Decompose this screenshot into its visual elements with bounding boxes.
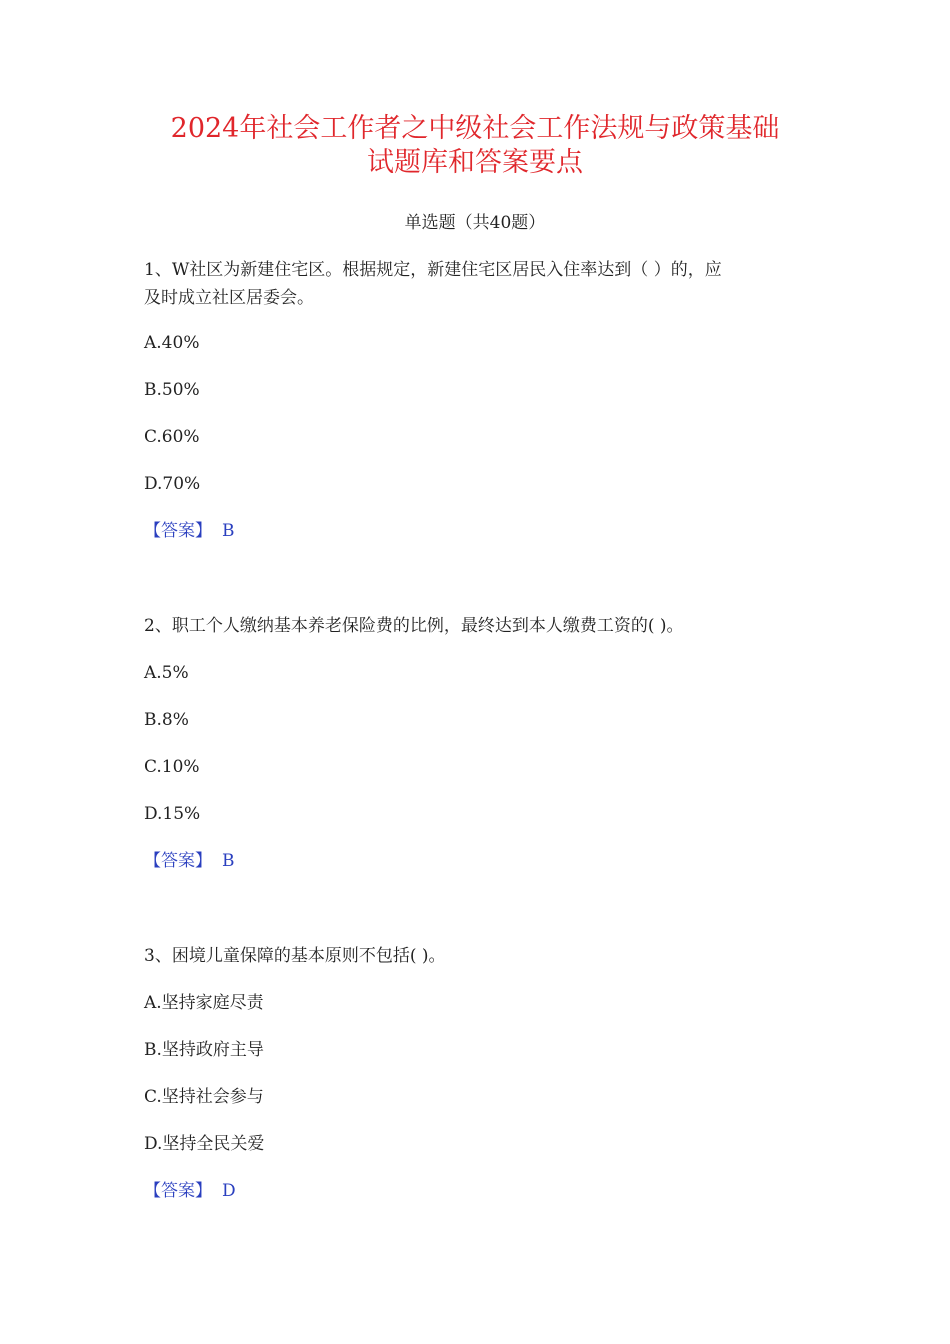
question-2-option-b: B.8% [144,710,189,730]
answer-label: 【答案】 [144,851,212,871]
document-title-line-2: 试题库和答案要点 [367,147,583,178]
question-1-answer [144,519,235,543]
answer-label: 【答案】 [144,1181,212,1201]
question-1-option-a: A.40% [144,333,200,353]
question-3-stem-line-1: 3、困境儿童保障的基本原则不包括( )。 [144,946,446,966]
question-2-option-c: C.10% [144,757,200,777]
question-3-option-c: C.坚持社会参与 [144,1087,264,1107]
section-heading: 单选题（共40题） [404,213,546,233]
question-1-option-b: B.50% [144,380,200,400]
question-3-option-a: A.坚持家庭尽责 [144,993,264,1013]
question-3-option-d: D.坚持全民关爱 [144,1134,265,1154]
answer-label: 【答案】 [144,521,212,541]
answer-value: B [222,851,235,871]
answer-value: D [222,1181,236,1201]
question-1-option-d: D.70% [144,474,201,494]
question-2-option-a: A.5% [144,663,189,683]
answer-value: B [222,521,235,541]
question-2-option-d: D.15% [144,804,201,824]
question-2-answer [144,849,235,873]
question-1-stem-line-1: 1、W社区为新建住宅区。根据规定，新建住宅区居民入住率达到（ ）的，应 [144,260,722,280]
question-3-option-b: B.坚持政府主导 [144,1040,264,1060]
question-2-stem-line-1: 2、职工个人缴纳基本养老保险费的比例，最终达到本人缴费工资的( )。 [144,616,684,636]
document-title-line-1: 2024年社会工作者之中级社会工作法规与政策基础 [170,113,780,144]
question-1-option-c: C.60% [144,427,200,447]
question-3-answer [144,1179,236,1203]
question-1-stem-line-2: 及时成立社区居委会。 [144,288,314,308]
